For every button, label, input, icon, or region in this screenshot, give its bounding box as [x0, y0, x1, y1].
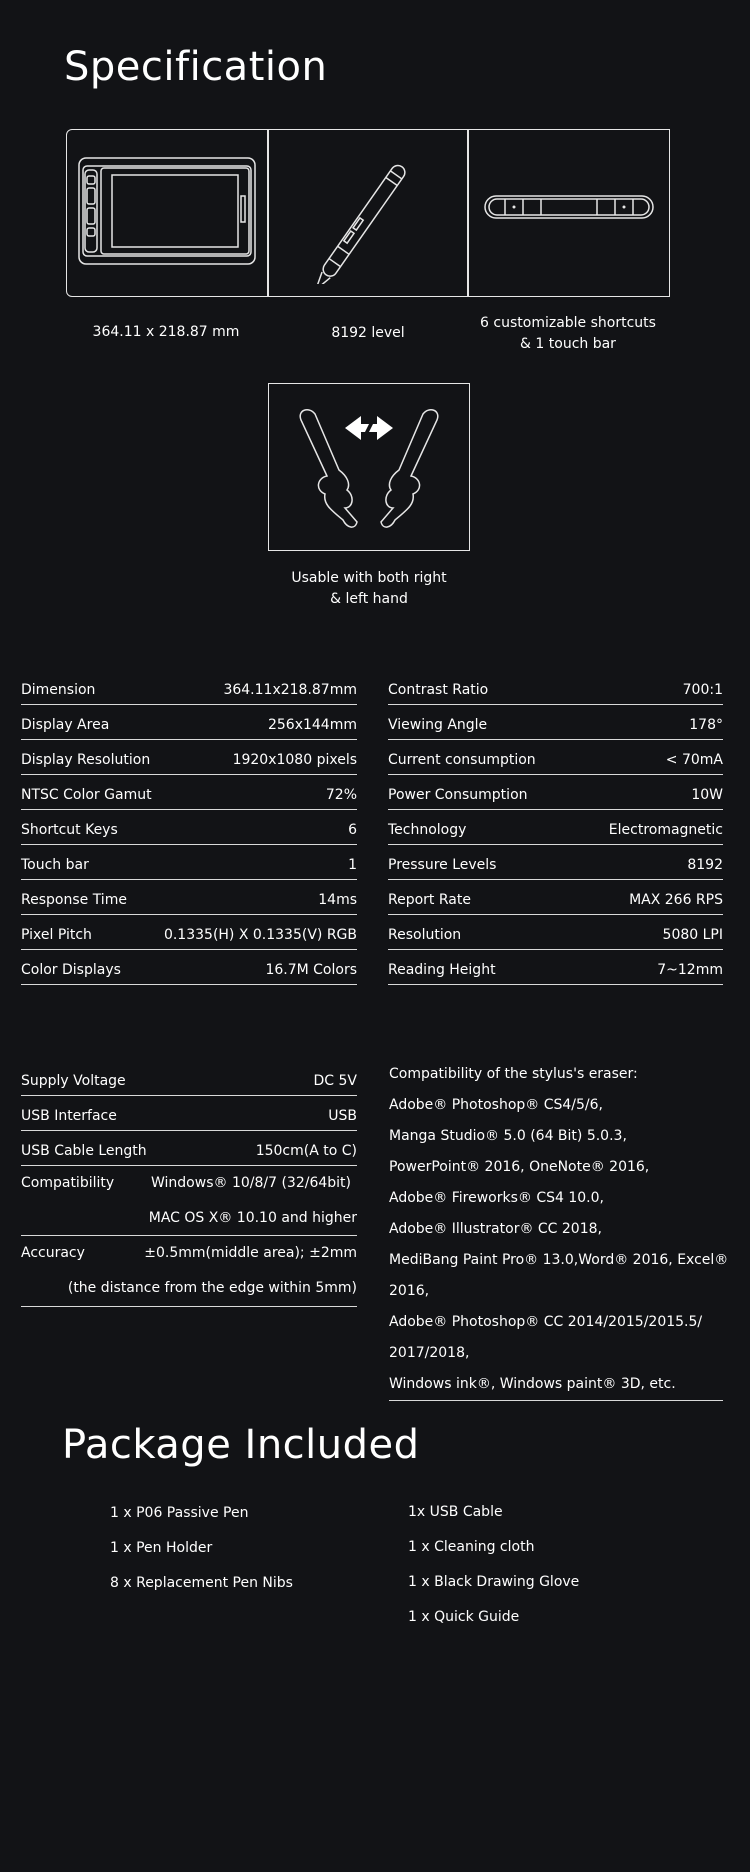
compat-line: Manga Studio® 5.0 (64 Bit) 5.0.3, — [389, 1128, 627, 1144]
spec-value: 1920x1080 pixels — [232, 752, 357, 768]
spec-row — [21, 740, 357, 775]
spec-value: 72% — [325, 787, 357, 803]
spec-row — [388, 705, 723, 740]
spec-label: Reading Height — [388, 962, 496, 978]
spec-label: Pressure Levels — [388, 857, 497, 873]
spec-value: 10W — [691, 787, 723, 803]
package-item: 1 x Black Drawing Glove — [408, 1574, 580, 1590]
pen-icon — [305, 144, 435, 284]
spec-row — [388, 740, 723, 775]
compat-line: Adobe® Photoshop® CC 2014/2015/2015.5/ — [389, 1314, 703, 1330]
spec-value-line2: MAC OS X® 10.10 and higher — [148, 1210, 357, 1226]
feature-caption-hands: Usable with both right & left hand — [291, 570, 447, 607]
spec-value: Electromagnetic — [608, 822, 723, 838]
spec-row — [21, 1061, 357, 1096]
spec-row — [388, 775, 723, 810]
package-item: 1 x Cleaning cloth — [408, 1539, 535, 1555]
spec-row — [388, 880, 723, 915]
spec-row — [21, 1131, 357, 1166]
compat-line: Compatibility of the stylus's eraser: — [389, 1066, 638, 1082]
spec-row — [388, 950, 723, 985]
spec-row — [21, 950, 357, 985]
spec-row — [388, 810, 723, 845]
compat-line: PowerPoint® 2016, OneNote® 2016, — [389, 1159, 650, 1175]
compat-divider — [389, 1400, 723, 1401]
spec-row — [21, 880, 357, 915]
spec-label: Resolution — [388, 927, 462, 943]
compat-line: 2017/2018, — [389, 1345, 470, 1361]
hands-feature-box — [268, 383, 470, 551]
package-title: Package Included — [62, 1422, 420, 1468]
spec-value: 5080 LPI — [662, 927, 723, 943]
package-item: 1 x Quick Guide — [408, 1609, 520, 1625]
shortcut-bar-icon — [483, 194, 655, 220]
spec-row — [21, 670, 357, 705]
spec-label: Report Rate — [388, 892, 471, 908]
spec-value: MAX 266 RPS — [629, 892, 723, 908]
spec-row — [21, 1166, 357, 1236]
package-item: 1 x Pen Holder — [110, 1540, 213, 1556]
spec-value: 256x144mm — [267, 717, 357, 733]
spec-row — [21, 810, 357, 845]
spec-label: Compatibility — [21, 1175, 115, 1191]
spec-label: Current consumption — [388, 752, 536, 768]
spec-label: Pixel Pitch — [21, 927, 92, 943]
compat-line: Adobe® Photoshop® CS4/5/6, — [389, 1097, 604, 1113]
spec-label: Power Consumption — [388, 787, 528, 803]
spec-value: 150cm(A to C) — [255, 1143, 357, 1159]
spec-label: Color Displays — [21, 962, 121, 978]
spec-label: Display Resolution — [21, 752, 151, 768]
compat-line: Adobe® Fireworks® CS4 10.0, — [389, 1190, 604, 1206]
hands-swap-icon — [269, 384, 469, 550]
feature-caption-size: 364.11 x 218.87 mm — [92, 324, 240, 340]
compat-line: Adobe® Illustrator® CC 2018, — [389, 1221, 602, 1237]
spec-value: ±0.5mm(middle area); ±2mm — [144, 1245, 357, 1261]
spec-row — [21, 705, 357, 740]
spec-value: 700:1 — [682, 682, 723, 698]
spec-row — [21, 915, 357, 950]
spec-label: Shortcut Keys — [21, 822, 118, 838]
spec-value: 14ms — [318, 892, 357, 908]
spec-value: 6 — [348, 822, 357, 838]
spec-value-line2: (the distance from the edge within 5mm) — [67, 1280, 357, 1296]
feature-icons-panel — [66, 129, 670, 297]
spec-value: DC 5V — [313, 1073, 357, 1089]
spec-value: 1 — [348, 857, 357, 873]
spec-title: Specification — [64, 44, 328, 90]
spec-label: Response Time — [21, 892, 127, 908]
spec-value: < 70mA — [665, 752, 723, 768]
compat-line: Windows ink®, Windows paint® 3D, etc. — [389, 1376, 676, 1392]
spec-value: 7~12mm — [657, 962, 723, 978]
spec-label: Dimension — [21, 682, 96, 698]
spec-row — [388, 845, 723, 880]
spec-row — [388, 670, 723, 705]
spec-label: Display Area — [21, 717, 110, 733]
spec-row — [21, 775, 357, 810]
compat-line: MediBang Paint Pro® 13.0,Word® 2016, Excel® — [389, 1252, 729, 1268]
spec-label: Viewing Angle — [388, 717, 488, 733]
spec-row — [21, 1096, 357, 1131]
feature-caption-shortcuts: 6 customizable shortcuts & 1 touch bar — [480, 315, 656, 352]
spec-row — [388, 915, 723, 950]
spec-label: NTSC Color Gamut — [21, 787, 152, 803]
spec-value: 8192 — [687, 857, 723, 873]
spec-value: USB — [328, 1108, 357, 1124]
spec-label: Contrast Ratio — [388, 682, 489, 698]
spec-value: 16.7M Colors — [265, 962, 357, 978]
spec-row — [21, 1236, 357, 1307]
compat-line: 2016, — [389, 1283, 430, 1299]
spec-row — [21, 845, 357, 880]
spec-value: 0.1335(H) X 0.1335(V) RGB — [163, 927, 357, 943]
package-item: 1x USB Cable — [408, 1504, 503, 1520]
spec-label: Touch bar — [21, 857, 89, 873]
package-item: 8 x Replacement Pen Nibs — [110, 1575, 293, 1591]
spec-label: Supply Voltage — [21, 1073, 126, 1089]
spec-value: 364.11x218.87mm — [223, 682, 357, 698]
spec-label: Accuracy — [21, 1245, 85, 1261]
package-item: 1 x P06 Passive Pen — [110, 1505, 249, 1521]
tablet-icon — [77, 156, 257, 268]
spec-label: USB Interface — [21, 1108, 117, 1124]
feature-caption-pressure: 8192 level — [331, 325, 405, 341]
spec-value: 178° — [689, 717, 723, 733]
spec-value: Windows® 10/8/7 (32/64bit) — [151, 1175, 351, 1191]
spec-label: Technology — [388, 822, 467, 838]
spec-label: USB Cable Length — [21, 1143, 147, 1159]
